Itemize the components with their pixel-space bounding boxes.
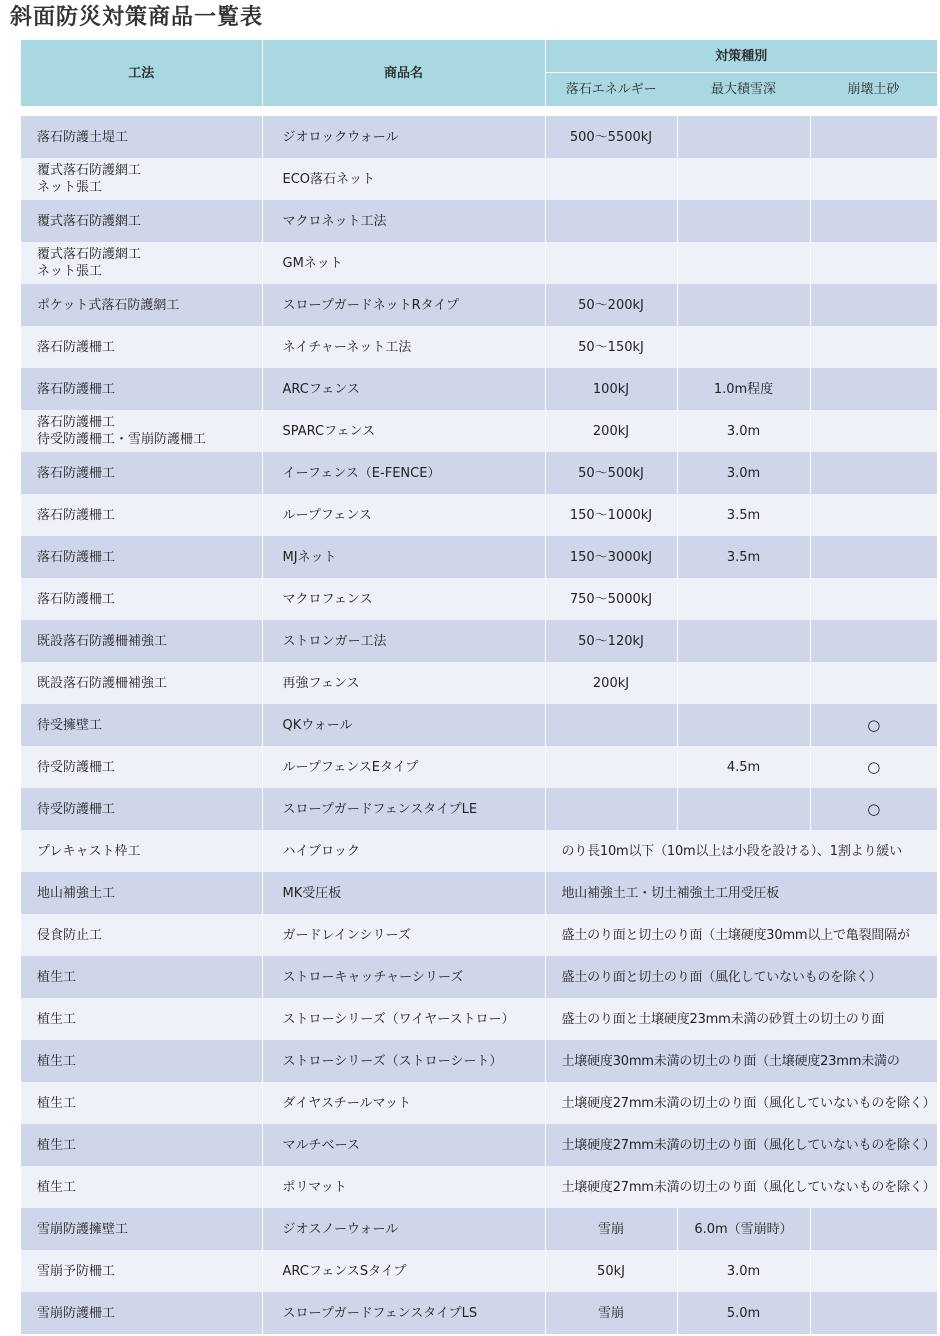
product-table [21, 40, 937, 1334]
energy-cell: 雪崩 [545, 1208, 677, 1250]
product-name-cell: スロープガードフェンスタイプLS [262, 1292, 545, 1334]
product-name-cell: ネイチャーネット工法 [262, 326, 545, 368]
product-name-cell: ECO落石ネット [262, 158, 545, 200]
product-name-cell: ストロンガー工法 [262, 620, 545, 662]
method-cell [21, 788, 262, 830]
application-note-cell: 土壌硬度27mm未満の切土のり面（風化していないものを除く） [545, 1166, 937, 1208]
table-row [21, 116, 937, 158]
method-cell [21, 158, 262, 200]
snow-depth-cell [677, 662, 810, 704]
collapse-cell [810, 200, 937, 242]
table-row [21, 494, 937, 536]
method-cell [21, 536, 262, 578]
table-row [21, 788, 937, 830]
method-line: 待受擁壁工 [37, 717, 103, 733]
energy-cell [545, 788, 677, 830]
snow-depth-cell [677, 200, 810, 242]
collapse-cell [810, 326, 937, 368]
method-line: 覆式落石防護網工 [37, 213, 142, 229]
collapse-cell: ○ [810, 788, 937, 830]
collapse-cell [810, 158, 937, 200]
product-name-cell: SPARCフェンス [262, 410, 545, 452]
method-cell [21, 1124, 262, 1166]
energy-cell: 50～150kJ [545, 326, 677, 368]
method-line: 落石防護柵工 [37, 549, 116, 565]
method-line: 落石防護柵工 [37, 591, 116, 607]
product-name-cell: マルチベース [262, 1124, 545, 1166]
energy-cell [545, 158, 677, 200]
snow-depth-cell: 3.0m [677, 410, 810, 452]
collapse-cell: ○ [810, 746, 937, 788]
product-name-cell: ARCフェンス [262, 368, 545, 410]
collapse-cell [810, 1208, 937, 1250]
energy-cell: 50～500kJ [545, 452, 677, 494]
product-name-cell: 再強フェンス [262, 662, 545, 704]
product-name-cell: スロープガードネットRタイプ [262, 284, 545, 326]
table-row [21, 242, 937, 284]
snow-depth-cell [677, 620, 810, 662]
collapse-cell [810, 620, 937, 662]
method-line: 覆式落石防護網工 [37, 247, 142, 262]
method-cell [21, 326, 262, 368]
collapse-cell [810, 410, 937, 452]
header-collapse: 崩壊土砂 [810, 73, 937, 107]
method-cell [21, 1208, 262, 1250]
application-note-cell: 土壌硬度27mm未満の切土のり面（風化していないものを除く） [545, 1082, 937, 1124]
table-row [21, 620, 937, 662]
product-name-cell: ストローシリーズ（ストローシート） [262, 1040, 545, 1082]
product-name-cell: ARCフェンスSタイプ [262, 1250, 545, 1292]
snow-depth-cell: 3.0m [677, 452, 810, 494]
collapse-cell [810, 536, 937, 578]
application-note-cell: 盛土のり面と切土のり面（風化していないものを除く） [545, 956, 937, 998]
energy-cell [545, 704, 677, 746]
product-name-cell: MK受圧板 [262, 872, 545, 914]
snow-depth-cell [677, 116, 810, 158]
table-row [21, 1040, 937, 1082]
product-name-cell: ジオスノーウォール [262, 1208, 545, 1250]
product-name-cell: QKウォール [262, 704, 545, 746]
table-row [21, 746, 937, 788]
method-cell [21, 368, 262, 410]
energy-cell: 50～200kJ [545, 284, 677, 326]
method-cell [21, 872, 262, 914]
method-line: ポケット式落石防護網工 [37, 297, 180, 313]
page-title: 斜面防災対策商品一覧表 [10, 5, 264, 30]
energy-cell [545, 746, 677, 788]
energy-cell: 50～120kJ [545, 620, 677, 662]
table-row [21, 1292, 937, 1334]
method-cell [21, 1250, 262, 1292]
product-name-cell: イーフェンス（E-FENCE） [262, 452, 545, 494]
table-row [21, 326, 937, 368]
method-cell [21, 746, 262, 788]
collapse-cell [810, 116, 937, 158]
snow-depth-cell [677, 326, 810, 368]
method-cell [21, 410, 262, 452]
method-line: 雪崩予防柵工 [37, 1263, 116, 1279]
method-line: 落石防護柵工 [37, 339, 116, 355]
table-row [21, 1082, 937, 1124]
snow-depth-cell [677, 704, 810, 746]
collapse-cell [810, 368, 937, 410]
table-row [21, 200, 937, 242]
method-line: 植生工 [37, 1137, 77, 1153]
method-line: 待受防護柵工 [37, 759, 116, 775]
snow-depth-cell: 3.0m [677, 1250, 810, 1292]
method-line: 植生工 [37, 1053, 77, 1069]
snow-depth-cell [677, 242, 810, 284]
snow-depth-cell: 5.0m [677, 1292, 810, 1334]
method-line: 植生工 [37, 969, 77, 985]
energy-cell [545, 242, 677, 284]
header-measure-group: 対策種別 [545, 40, 937, 73]
snow-depth-cell: 1.0m程度 [677, 368, 810, 410]
energy-cell: 150～1000kJ [545, 494, 677, 536]
product-name-cell: ガードレインシリーズ [262, 914, 545, 956]
table-row [21, 536, 937, 578]
method-line: 既設落石防護柵補強工 [37, 675, 168, 691]
table-row [21, 1124, 937, 1166]
energy-cell: 200kJ [545, 662, 677, 704]
collapse-cell [810, 284, 937, 326]
product-name-cell: ハイブロック [262, 830, 545, 872]
table-row [21, 410, 937, 452]
table-row [21, 830, 937, 872]
method-line: 植生工 [37, 1179, 77, 1195]
application-note-cell: 土壌硬度27mm未満の切土のり面（風化していないものを除く） [545, 1124, 937, 1166]
table-row [21, 872, 937, 914]
product-name-cell: スロープガードフェンスタイプLE [262, 788, 545, 830]
energy-cell: 雪崩 [545, 1292, 677, 1334]
header-snow-depth: 最大積雪深 [677, 73, 810, 107]
method-line: 既設落石防護柵補強工 [37, 633, 168, 649]
collapse-cell [810, 494, 937, 536]
method-line: 待受防護柵工 [37, 801, 116, 817]
method-cell [21, 1166, 262, 1208]
product-name-cell: ダイヤスチールマット [262, 1082, 545, 1124]
collapse-cell: ○ [810, 704, 937, 746]
method-cell [21, 494, 262, 536]
method-cell [21, 200, 262, 242]
method-cell [21, 242, 262, 284]
energy-cell: 750～5000kJ [545, 578, 677, 620]
header-row [21, 40, 937, 73]
method-line: 雪崩防護擁壁工 [37, 1221, 129, 1237]
method-line: 植生工 [37, 1095, 77, 1111]
energy-cell: 200kJ [545, 410, 677, 452]
method-cell [21, 662, 262, 704]
product-name-cell: ポリマット [262, 1166, 545, 1208]
table-row [21, 704, 937, 746]
energy-cell [545, 200, 677, 242]
product-name-cell: ストローシリーズ（ワイヤーストロー） [262, 998, 545, 1040]
product-name-cell: ループフェンス [262, 494, 545, 536]
table-row [21, 578, 937, 620]
method-line: 地山補強土工 [37, 885, 116, 901]
snow-depth-cell: 6.0m（雪崩時） [677, 1208, 810, 1250]
method-cell [21, 1082, 262, 1124]
product-name-cell: ループフェンスEタイプ [262, 746, 545, 788]
method-cell [21, 914, 262, 956]
product-name-cell: ストローキャッチャーシリーズ [262, 956, 545, 998]
table-row [21, 368, 937, 410]
application-note-cell: 地山補強土工・切土補強土工用受圧板 [545, 872, 937, 914]
method-cell [21, 284, 262, 326]
snow-depth-cell: 3.5m [677, 494, 810, 536]
snow-depth-cell [677, 158, 810, 200]
method-cell [21, 1292, 262, 1334]
method-line: 落石防護柵工 [37, 507, 116, 523]
application-note-cell: 土壌硬度30mm未満の切土のり面（土壌硬度23mm未満の [545, 1040, 937, 1082]
collapse-cell [810, 242, 937, 284]
method-line: 落石防護柵工 [37, 381, 116, 397]
product-name-cell: ジオロックウォール [262, 116, 545, 158]
snow-depth-cell [677, 578, 810, 620]
method-cell [21, 704, 262, 746]
header-product: 商品名 [262, 40, 545, 106]
method-line: 侵食防止工 [37, 927, 103, 943]
table-row [21, 998, 937, 1040]
method-line: 落石防護柵工 [37, 465, 116, 481]
table-row [21, 956, 937, 998]
method-cell [21, 452, 262, 494]
energy-cell: 500～5500kJ [545, 116, 677, 158]
snow-depth-cell: 4.5m [677, 746, 810, 788]
table-row [21, 662, 937, 704]
method-line: 落石防護土堤工 [37, 129, 129, 145]
method-line: 落石防護柵工 [37, 415, 116, 430]
product-name-cell: MJネット [262, 536, 545, 578]
table-row [21, 284, 937, 326]
snow-depth-cell [677, 284, 810, 326]
method-cell [21, 956, 262, 998]
method-line: ネット張工 [37, 264, 103, 279]
table-row [21, 1250, 937, 1292]
energy-cell: 100kJ [545, 368, 677, 410]
energy-cell: 50kJ [545, 1250, 677, 1292]
application-note-cell: のり長10m以下（10m以上は小段を設ける）、1割より緩い [545, 830, 937, 872]
method-cell [21, 998, 262, 1040]
method-line: ネット張工 [37, 180, 103, 195]
energy-cell: 150～3000kJ [545, 536, 677, 578]
product-name-cell: マクロフェンス [262, 578, 545, 620]
table-row [21, 1208, 937, 1250]
table-row [21, 914, 937, 956]
collapse-cell [810, 1250, 937, 1292]
method-cell [21, 620, 262, 662]
product-name-cell: マクロネット工法 [262, 200, 545, 242]
method-cell [21, 116, 262, 158]
table-body [21, 116, 937, 1334]
method-line: 植生工 [37, 1011, 77, 1027]
collapse-cell [810, 578, 937, 620]
collapse-cell [810, 1292, 937, 1334]
snow-depth-cell: 3.5m [677, 536, 810, 578]
method-line: 覆式落石防護網工 [37, 163, 142, 178]
header-energy: 落石エネルギー [545, 73, 677, 107]
header-method: 工法 [21, 40, 262, 106]
collapse-cell [810, 452, 937, 494]
product-name-cell: GMネット [262, 242, 545, 284]
snow-depth-cell [677, 788, 810, 830]
application-note-cell: 盛土のり面と切土のり面（土壌硬度30mm以上で亀裂間隔が [545, 914, 937, 956]
method-cell [21, 830, 262, 872]
method-line: 待受防護柵工・雪崩防護柵工 [37, 432, 207, 447]
method-line: 雪崩防護柵工 [37, 1305, 116, 1321]
table-row [21, 158, 937, 200]
table-row [21, 1166, 937, 1208]
application-note-cell: 盛土のり面と土壌硬度23mm未満の砂質土の切土のり面 [545, 998, 937, 1040]
table-row [21, 452, 937, 494]
collapse-cell [810, 662, 937, 704]
method-line: プレキャスト枠工 [37, 843, 141, 859]
method-cell [21, 1040, 262, 1082]
method-cell [21, 578, 262, 620]
